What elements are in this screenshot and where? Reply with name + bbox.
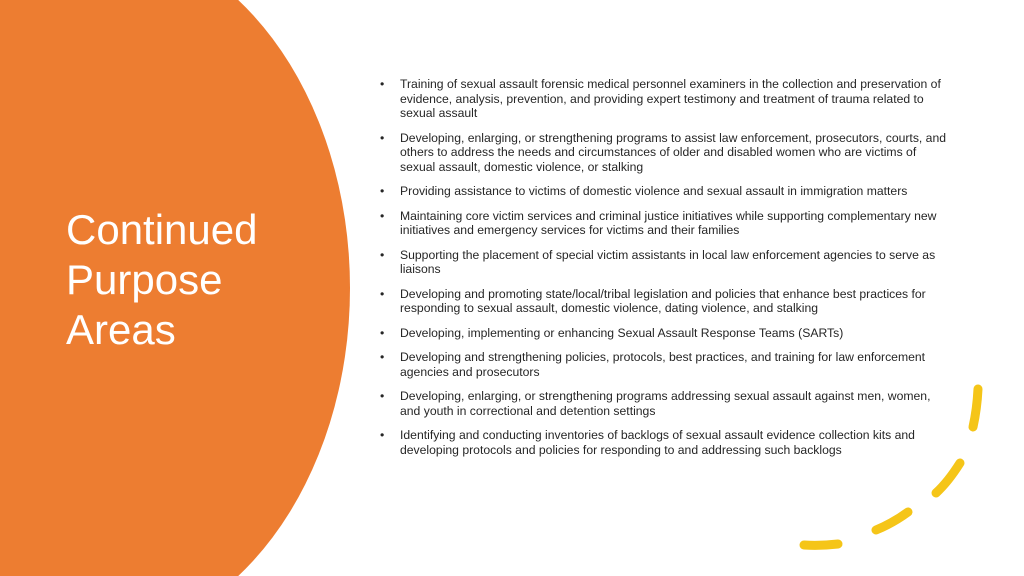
curve-dash (936, 463, 960, 493)
bullet-item: • Developing and strengthening policies, protocols, best practices, and training for law enforcement agencies and prosecutors (380, 350, 948, 379)
slide-title (66, 205, 326, 355)
bullet-item: • Supporting the placement of special victim assistants in local law enforcement agencies to serve as liaisons (380, 248, 948, 277)
bullet-item: • Maintaining core victim services and criminal justice initiatives while supporting complementary new initiatives and emergency services for victims and their families (380, 209, 948, 238)
curve-dash (804, 544, 838, 545)
bullet-item: • Developing, implementing or enhancing Sexual Assault Response Teams (SARTs) (380, 326, 948, 341)
title-line: Continued (66, 206, 258, 253)
dashed-curve-decoration (790, 375, 1000, 565)
title-line: Purpose (66, 256, 223, 303)
bullet-item: • Providing assistance to victims of domestic violence and sexual assault in immigration matters (380, 184, 948, 199)
bullet-item: • Developing, enlarging, or strengthening programs to assist law enforcement, prosecutors, courts, and others to address the needs and circumstances of older and disabled women who are victims of sexual assault, domestic violence, or stalking (380, 131, 948, 175)
bullet-item: • Training of sexual assault forensic medical personnel examiners in the collection and preservation of evidence, analysis, prevention, and providing expert testimony and treatment of trauma related to sexual assault (380, 77, 948, 121)
curve-dash (876, 512, 908, 530)
bullet-item: • Developing, enlarging, or strengthening programs addressing sexual assault against men, women, and youth in correctional and detention settings (380, 389, 948, 418)
curve-dash (973, 389, 978, 427)
title-line: Areas (66, 306, 176, 353)
bullet-item: • Identifying and conducting inventories of backlogs of sexual assault evidence collection kits and developing protocols and policies for responding to and addressing such backlogs (380, 428, 948, 457)
bullet-item: • Developing and promoting state/local/tribal legislation and policies that enhance best practices for responding to sexual assault, domestic violence, dating violence, and stalking (380, 287, 948, 316)
